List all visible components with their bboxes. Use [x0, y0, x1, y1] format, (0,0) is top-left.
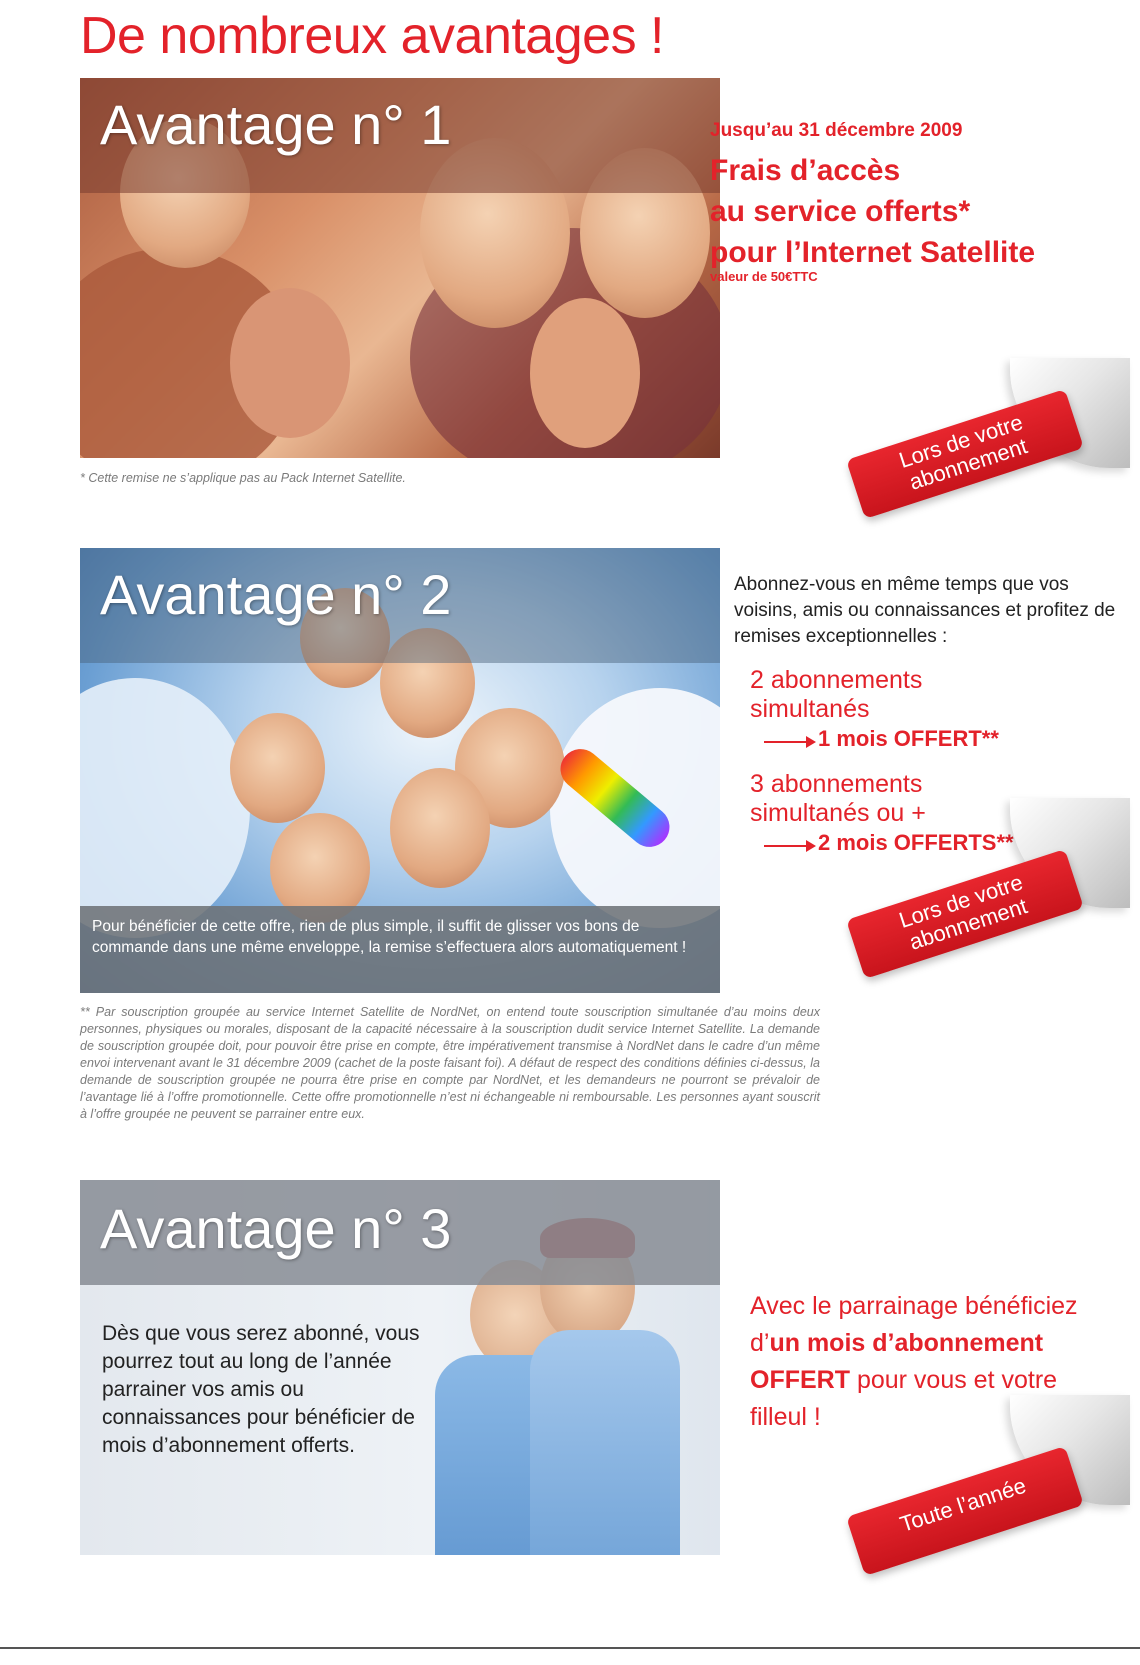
badge-banner	[80, 1180, 720, 1285]
offer-suffix: pour vous et votre filleul !	[750, 1366, 1058, 1431]
page-title: De nombreux avantages !	[80, 7, 664, 65]
ribbon-3: Toute l’année	[846, 1446, 1084, 1576]
arrow-right-icon	[764, 845, 814, 847]
offer-prefix: Avec le parrainage bénéficiez d’	[750, 1292, 1078, 1357]
offer-1-line-2: simultanés	[750, 695, 870, 723]
headline-line-2: au service offerts*	[710, 195, 971, 228]
footnote-1: * Cette remise ne s’applique pas au Pack Internet Satellite.	[80, 471, 406, 485]
offer-2-line-2: simultanés ou +	[750, 799, 926, 827]
friends-thumbs-up-photo	[80, 78, 720, 458]
referral-description: Dès que vous serez abonné, vous pourrez tout au long de l’année parrainer vos amis ou connaissances pour bénéficier de mois d’abonnement offerts.	[102, 1322, 420, 1457]
offer-2-line-1: 3 abonnements	[750, 770, 923, 798]
date-line: Jusqu’au 31 décembre 2009	[710, 120, 963, 141]
arrow-right-icon	[764, 741, 814, 743]
offer-1-line-1: 2 abonnements	[750, 666, 923, 694]
offer-2-result: 2 mois OFFERTS**	[818, 830, 1014, 855]
headline-line-3: pour l’Internet Satellite	[710, 236, 1036, 269]
advantage-section-2	[80, 548, 1130, 1168]
photo-caption: Pour bénéficier de cette offre, rien de plus simple, il suffit de glisser vos bons de commande dans une même enveloppe, la remise s’effectuera alors automatiquement !	[80, 906, 720, 993]
couple-back-to-back-photo	[80, 1180, 720, 1555]
offer-1-result: 1 mois OFFERT**	[818, 726, 999, 751]
intro-text: Abonnez-vous en même temps que vos voisins, amis ou connaissances et profitez de remises exceptionnelles :	[734, 574, 1116, 647]
headline-line-1: Frais d’accès	[710, 154, 901, 187]
value-note: valeur de 50€TTC	[710, 269, 818, 284]
ribbon-1: Lors de votre abonnement	[846, 389, 1084, 519]
ribbon-2: Lors de votre abonnement	[846, 849, 1084, 979]
page-bottom-edge	[0, 1647, 1140, 1649]
advantage-section-1	[80, 78, 1130, 518]
advantage-section-3	[80, 1180, 1130, 1580]
footnote-2: ** Par souscription groupée au service Internet Satellite de NordNet, on entend toute souscription simultanée d’au moins deux personnes, physiques ou morales, disposant de la capacité nécessaire à la souscription dudit service Internet Satellite. La demande de souscription groupée doit, pour pouvoir être prise en compte, être impérativement transmise à NordNet dans le cadre d’un même envoi intervenant avant le 31 décembre 2009 (cachet de la poste faisant foi). A défaut de respect des conditions définies ci-dessus, la demande de souscription groupée ne pourra être prise en compte par NordNet, et les demandeurs ne pourront se prévaloir de l’avantage lié à l’offre promotionnelle. Cette offre promotionnelle n’est ni échangeable ni remboursable. Les personnes ayant souscrit à l’offre groupée ne peuvent se parrainer entre eux.	[80, 1005, 820, 1121]
badge-banner	[80, 548, 720, 663]
advantage-2-title: Avantage n° 2	[100, 563, 452, 626]
offer-bold: un mois d’abonnement OFFERT	[750, 1329, 1044, 1394]
badge-banner	[80, 78, 720, 193]
advantage-1-offer	[710, 120, 1110, 284]
advantage-3-title: Avantage n° 3	[100, 1197, 452, 1260]
friends-circle-sky-photo	[80, 548, 720, 993]
advantage-1-title: Avantage n° 1	[100, 93, 452, 156]
